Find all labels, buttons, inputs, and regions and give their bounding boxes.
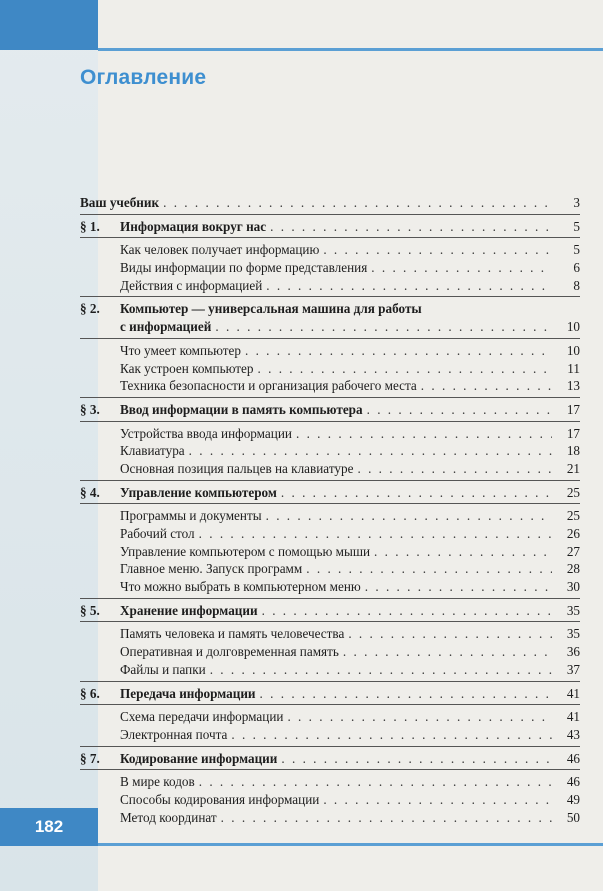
page-number: 182 — [34, 817, 64, 836]
dot-leader — [260, 685, 552, 703]
toc-subsection[interactable] — [80, 360, 580, 378]
dot-leader — [323, 241, 552, 259]
dot-leader — [199, 525, 552, 543]
separator-line — [80, 480, 580, 481]
toc-subsection[interactable] — [80, 661, 580, 679]
entry-title: Файлы и папки — [120, 661, 206, 677]
page-ref: 26 — [566, 526, 580, 541]
page-ref: 46 — [566, 774, 580, 790]
entry-title: Кодирование информации — [120, 750, 278, 766]
toc-chapter-heading[interactable] — [80, 685, 580, 703]
separator-line — [80, 503, 580, 504]
dot-leader — [343, 643, 552, 661]
toc-subsection[interactable] — [80, 425, 580, 443]
section-number: § 5. — [80, 602, 100, 618]
page-ref: 6 — [573, 260, 580, 276]
toc-chapter-heading-cont[interactable] — [80, 318, 580, 336]
entry-title: Ваш учебник — [80, 195, 160, 210]
entry-title: Техника безопасности и организация рабочего места — [120, 378, 417, 394]
page-ref: 27 — [566, 543, 580, 559]
entry-title: Программы и документы — [120, 508, 262, 524]
toc-subsection[interactable] — [80, 525, 580, 543]
dot-leader — [323, 791, 552, 809]
toc-subsection[interactable] — [80, 726, 580, 744]
toc-subsection[interactable] — [80, 241, 580, 259]
toc-subsection[interactable] — [80, 791, 580, 809]
entry-title: Хранение информации — [120, 602, 258, 618]
toc-subsection[interactable] — [80, 259, 580, 277]
entry-title: Виды информации по форме представления — [120, 260, 368, 276]
dot-leader — [374, 543, 552, 561]
page-title: Оглавление — [80, 66, 207, 89]
page-ref: 36 — [566, 644, 580, 660]
dot-leader — [231, 726, 552, 744]
page-ref: 46 — [566, 750, 580, 766]
page-ref: 11 — [567, 360, 580, 376]
section-number: § 3. — [80, 401, 100, 417]
page-ref: 30 — [566, 579, 580, 595]
separator-line — [80, 214, 580, 215]
dot-leader — [371, 259, 552, 277]
dot-leader — [281, 750, 552, 768]
entry-title: Способы кодирования информации — [120, 791, 320, 807]
entry-title: Электронная почта — [120, 726, 228, 742]
separator-line — [80, 421, 580, 422]
page-ref: 50 — [566, 809, 580, 825]
entry-title: Передача информации — [120, 685, 256, 701]
dot-leader — [221, 809, 552, 827]
dot-leader — [357, 460, 552, 478]
separator-line — [80, 598, 580, 599]
entry-title: Ввод информации в память компьютера — [120, 401, 363, 417]
entry-title: Как человек получает информацию — [120, 242, 320, 258]
page-ref: 17 — [566, 401, 580, 417]
dot-leader — [306, 560, 552, 578]
toc-subsection[interactable] — [80, 625, 580, 643]
entry-title: Метод координат — [120, 809, 217, 825]
dot-leader — [348, 625, 552, 643]
toc-chapter-heading[interactable] — [80, 484, 580, 502]
toc-chapter-heading[interactable] — [80, 602, 580, 620]
toc-subsection[interactable] — [80, 643, 580, 661]
dot-leader — [258, 360, 553, 378]
entry-title: В мире кодов — [120, 774, 195, 790]
dot-leader — [367, 401, 552, 419]
toc-chapter-heading[interactable] — [80, 300, 580, 318]
dot-leader — [262, 602, 552, 620]
toc-subsection[interactable] — [80, 773, 580, 791]
toc-subsection[interactable] — [80, 277, 580, 295]
dot-leader — [199, 773, 552, 791]
page-ref: 35 — [566, 626, 580, 642]
entry-title: Клавиатура — [120, 443, 185, 459]
page-ref: 43 — [566, 726, 580, 742]
dot-leader — [365, 578, 552, 596]
dot-leader — [210, 661, 552, 679]
section-number: § 1. — [80, 218, 100, 234]
separator-line — [80, 237, 580, 238]
entry-title: Память человека и память человечества — [120, 626, 345, 642]
page-ref: 3 — [573, 195, 580, 210]
separator-line — [80, 296, 580, 297]
dot-leader — [296, 425, 552, 443]
toc-chapter-heading[interactable] — [80, 401, 580, 419]
separator-line — [80, 397, 580, 398]
entry-title: Информация вокруг нас — [120, 218, 267, 234]
entry-title: Что умеет компьютер — [120, 342, 241, 358]
toc-subsection[interactable] — [80, 507, 580, 525]
header-rule — [98, 48, 603, 51]
toc-subsection[interactable] — [80, 560, 580, 578]
dot-leader — [189, 442, 552, 460]
toc-subsection[interactable] — [80, 460, 580, 478]
toc-subsection[interactable] — [80, 708, 580, 726]
entry-title: Оперативная и долговременная память — [120, 644, 339, 660]
entry-title: Основная позиция пальцев на клавиатуре — [120, 460, 354, 476]
page-ref: 10 — [566, 319, 580, 335]
entry-title: Как устроен компьютер — [120, 360, 254, 376]
dot-leader — [266, 277, 552, 295]
toc-entry-intro[interactable] — [80, 194, 580, 212]
separator-line — [80, 338, 580, 339]
page-ref: 41 — [566, 709, 580, 725]
entry-title: Компьютер — универсальная машина для работы — [120, 301, 422, 317]
entry-title: Устройства ввода информации — [120, 425, 292, 441]
toc-subsection[interactable] — [80, 809, 580, 827]
dot-leader — [163, 194, 552, 212]
table-of-contents — [80, 194, 580, 826]
dot-leader — [215, 318, 552, 336]
page-ref: 25 — [566, 484, 580, 500]
footer-rule — [98, 843, 603, 846]
dot-leader — [287, 708, 552, 726]
page-ref: 10 — [566, 342, 580, 358]
page-ref: 5 — [573, 242, 580, 258]
section-number: § 2. — [80, 301, 100, 317]
section-number: § 4. — [80, 484, 100, 500]
separator-line — [80, 704, 580, 705]
page-ref: 35 — [566, 602, 580, 618]
dot-leader — [245, 342, 552, 360]
entry-title: Что можно выбрать в компьютерном меню — [120, 579, 361, 595]
separator-line — [80, 746, 580, 747]
toc-subsection[interactable] — [80, 442, 580, 460]
page-ref: 17 — [566, 425, 580, 441]
page-ref: 49 — [566, 791, 580, 807]
entry-title: Управление компьютером с помощью мыши — [120, 543, 371, 559]
entry-title: Рабочий стол — [120, 526, 195, 541]
entry-title: Действия с информацией — [120, 277, 263, 293]
dot-leader — [270, 218, 552, 236]
entry-title: Управление компьютером — [120, 484, 277, 500]
toc-subsection[interactable] — [80, 377, 580, 395]
entry-title: Схема передачи информации — [120, 709, 284, 725]
toc-subsection[interactable] — [80, 578, 580, 596]
page-ref: 5 — [573, 218, 580, 234]
separator-line — [80, 681, 580, 682]
section-number: § 7. — [80, 750, 100, 766]
page-ref: 25 — [566, 508, 580, 524]
toc-subsection[interactable] — [80, 543, 580, 561]
section-number: § 6. — [80, 685, 100, 701]
entry-title: Главное меню. Запуск программ — [120, 561, 303, 577]
entry-title: с информацией — [120, 319, 212, 335]
dot-leader — [266, 507, 552, 525]
toc-chapter-heading[interactable] — [80, 750, 580, 768]
page-ref: 41 — [566, 685, 580, 701]
page-ref: 13 — [566, 378, 580, 394]
page-ref: 8 — [573, 277, 580, 293]
dot-leader — [421, 377, 552, 395]
separator-line — [80, 769, 580, 770]
dot-leader — [281, 484, 552, 502]
toc-subsection[interactable] — [80, 342, 580, 360]
page-ref: 37 — [566, 661, 580, 677]
page-ref: 28 — [566, 561, 580, 577]
page-ref: 18 — [566, 443, 580, 459]
page-ref: 21 — [566, 460, 580, 476]
toc-chapter-heading[interactable] — [80, 218, 580, 236]
header-accent-block — [0, 0, 98, 50]
separator-line — [80, 621, 580, 622]
